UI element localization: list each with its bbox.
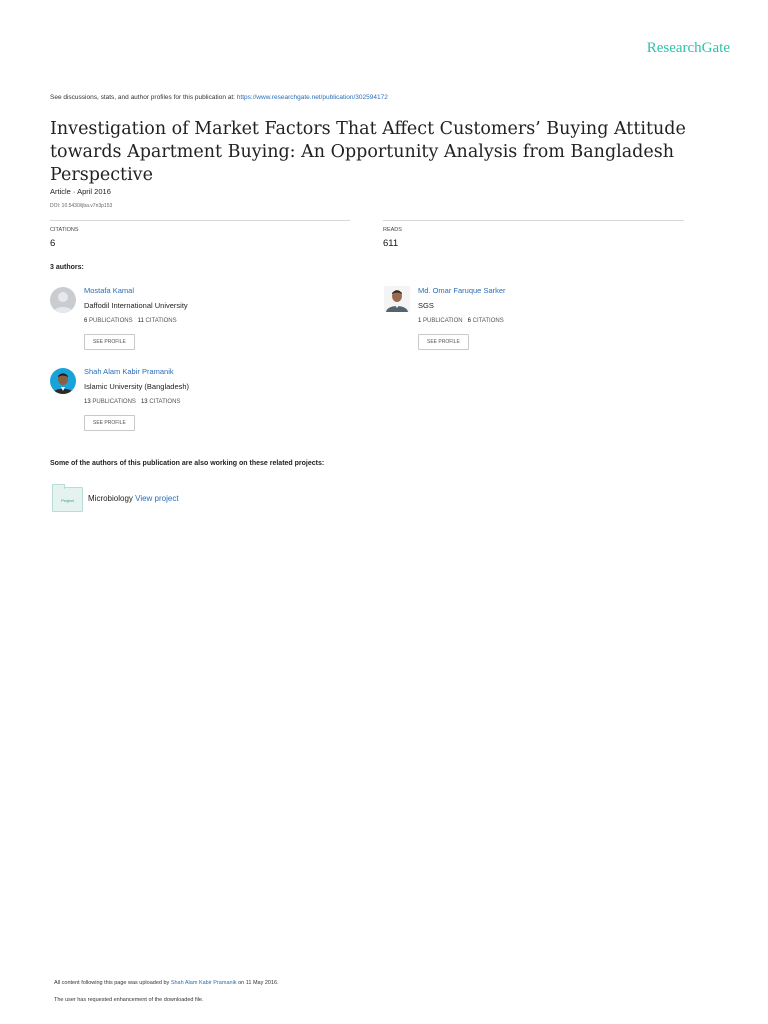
default-avatar-icon[interactable] xyxy=(50,287,76,313)
author-stats xyxy=(84,318,177,324)
enhancement-note: The user has requested enhancement of the downloaded file. xyxy=(54,997,204,1003)
citations-label: CITATIONS xyxy=(472,318,504,324)
discussions-line xyxy=(50,94,388,101)
reads-label: READS xyxy=(383,227,402,233)
see-profile-button[interactable]: SEE PROFILE xyxy=(84,334,135,350)
project-item xyxy=(88,494,179,503)
author-institution: Daffodil International University xyxy=(84,301,188,310)
project-folder-icon[interactable] xyxy=(52,487,83,512)
author-name[interactable]: Mostafa Kamal xyxy=(84,286,135,295)
see-profile-button[interactable]: SEE PROFILE xyxy=(84,415,135,431)
citations-label: CITATIONS xyxy=(50,227,79,233)
citations-count: 11 xyxy=(137,318,144,324)
uploaded-prefix: All content following this page was uploaded by xyxy=(54,980,171,986)
related-projects-heading: Some of the authors of this publication are also working on these related projects: xyxy=(50,460,325,467)
reads-count: 611 xyxy=(383,238,399,249)
see-profile-button[interactable]: SEE PROFILE xyxy=(418,334,469,350)
article-title: Investigation of Market Factors That Affect Customers’ Buying Attitude towards Apartment Buying: An Opportunity Analysis from Bangladesh Perspective xyxy=(50,119,686,185)
citations-count: 6 xyxy=(467,318,471,324)
author-name[interactable]: Md. Omar Faruque Sarker xyxy=(418,286,506,295)
citations-count: 6 xyxy=(50,238,56,249)
publication-url-link[interactable]: https://www.researchgate.net/publication/302594172 xyxy=(236,94,388,101)
citations-label: CITATIONS xyxy=(145,318,177,324)
uploader-link[interactable]: Shah Alam Kabir Pramanik xyxy=(170,980,237,986)
publications-count: 6 xyxy=(84,318,88,324)
publications-label: PUBLICATIONS xyxy=(92,399,136,405)
discussions-text: See discussions, stats, and author profiles for this publication at: xyxy=(50,94,237,101)
author-stats xyxy=(418,318,504,324)
author-institution: Islamic University (Bangladesh) xyxy=(84,382,190,391)
citations-count: 13 xyxy=(140,399,148,405)
citations-label: CITATIONS xyxy=(149,399,181,405)
article-meta: Article · April 2016 xyxy=(50,187,111,196)
publications-count: 13 xyxy=(84,399,91,405)
authors-heading: 3 authors: xyxy=(50,264,84,271)
publications-label: PUBLICATION xyxy=(423,318,463,324)
photo-avatar-icon[interactable] xyxy=(384,286,410,312)
citations-divider xyxy=(50,220,350,221)
author-stats xyxy=(84,399,180,405)
publications-count: 1 xyxy=(418,318,422,324)
project-name: Microbiology xyxy=(88,494,133,503)
view-project-link[interactable]: View project xyxy=(135,494,179,503)
reads-divider xyxy=(383,220,684,221)
uploaded-suffix: on 11 May 2016. xyxy=(236,980,279,986)
author-institution: SGS xyxy=(418,301,434,310)
project-icon-label: Project xyxy=(61,498,74,503)
researchgate-logo[interactable]: ResearchGate xyxy=(646,40,730,56)
photo-avatar-icon[interactable] xyxy=(50,368,76,394)
author-name[interactable]: Shah Alam Kabir Pramanik xyxy=(84,367,174,376)
article-doi: DOI: 10.5430/ijba.v7n3p153 xyxy=(50,203,113,209)
publications-label: PUBLICATIONS xyxy=(89,318,133,324)
uploaded-note xyxy=(54,980,279,986)
